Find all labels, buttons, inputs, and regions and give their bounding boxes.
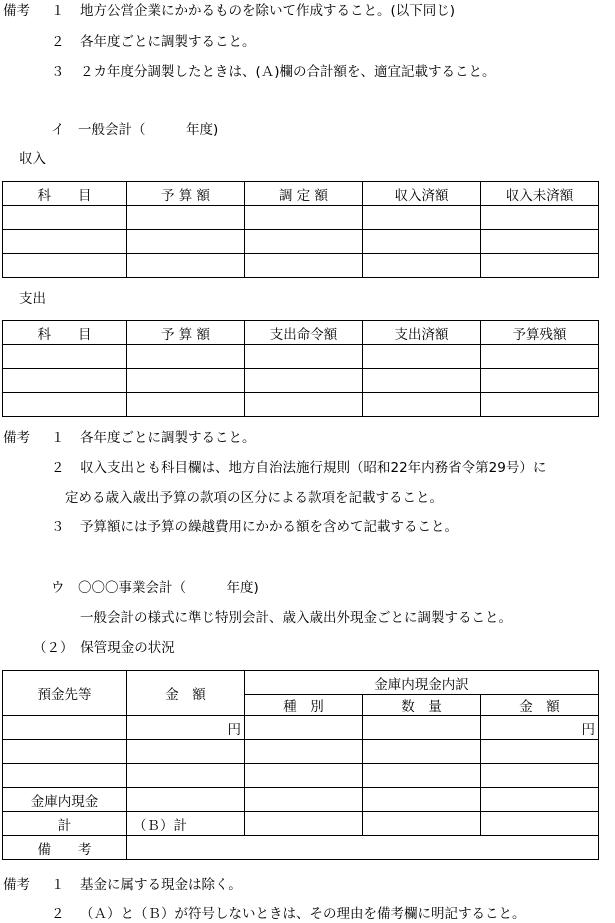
table-cell[interactable]: [481, 764, 599, 788]
table-cell[interactable]: [127, 206, 245, 230]
table-row: [3, 345, 599, 369]
note1-item3-num: ３: [51, 64, 65, 80]
table-cell[interactable]: [127, 230, 245, 254]
table-row: [3, 230, 599, 254]
table-cell[interactable]: [481, 788, 599, 812]
table-cell[interactable]: [363, 230, 481, 254]
table-row: [3, 254, 599, 278]
table-cell[interactable]: [245, 345, 363, 369]
table-cell[interactable]: [127, 764, 245, 788]
business-account-text: 一般会計の様式に準じ特別会計、歳入歳出外現金ごとに調製すること。: [80, 610, 512, 626]
table-cell[interactable]: [245, 393, 363, 417]
table-cell[interactable]: [3, 345, 127, 369]
header-amount: 金 額: [127, 671, 245, 716]
table-cell[interactable]: [245, 230, 363, 254]
expense-table: [2, 320, 599, 417]
note3-label: 備考: [3, 877, 30, 893]
expense-header-subject: 科 目: [3, 321, 127, 345]
table-cell[interactable]: [363, 254, 481, 278]
table-header-row: [3, 182, 599, 206]
note2-item2-num: ２: [51, 460, 65, 476]
note2-item2-continued: 定める歳入歳出予算の款項の区分による款項を記載すること。: [65, 490, 443, 506]
income-header-subject: 科 目: [3, 182, 127, 206]
cash-status-table: [2, 670, 599, 860]
note3-item1-text: 基金に属する現金は除く。: [80, 877, 242, 893]
table-cell[interactable]: [481, 393, 599, 417]
business-account-heading: ウ 〇〇〇事業会計（ 年度): [51, 580, 259, 596]
income-header-budget: 予 算 額: [127, 182, 245, 206]
income-header-unreceived: 収入未済額: [481, 182, 599, 206]
table-cell[interactable]: [481, 345, 599, 369]
table-cell[interactable]: [127, 740, 245, 764]
table-cell[interactable]: [481, 230, 599, 254]
table-cell[interactable]: [363, 716, 481, 740]
table-header-row: [3, 671, 599, 695]
table-cell[interactable]: [363, 812, 481, 836]
note3-item1-num: １: [51, 877, 65, 893]
table-cell[interactable]: [245, 254, 363, 278]
table-cell[interactable]: [3, 764, 127, 788]
note1-item2-num: ２: [51, 34, 65, 50]
table-cell[interactable]: [363, 393, 481, 417]
note2-label: 備考: [3, 430, 30, 446]
table-cell[interactable]: [245, 812, 363, 836]
table-cell[interactable]: [3, 369, 127, 393]
table-cell[interactable]: [363, 345, 481, 369]
general-account-heading: イ 一般会計（ 年度): [51, 122, 219, 138]
note1-item1-text: 地方公営企業にかかるものを除いて作成すること。(以下同じ): [80, 3, 456, 19]
table-cell[interactable]: [127, 393, 245, 417]
row-label-total: 計: [3, 812, 127, 836]
table-cell[interactable]: [3, 254, 127, 278]
header-deposit: 預金先等: [3, 671, 127, 716]
table-cell[interactable]: [245, 740, 363, 764]
note1-item1-num: １: [51, 3, 65, 19]
table-cell[interactable]: [245, 716, 363, 740]
table-header-row: [3, 321, 599, 345]
yen-unit: 円: [127, 716, 245, 740]
table-cell[interactable]: [127, 345, 245, 369]
note2-item3-text: 予算額には予算の繰越費用にかかる額を含めて記載すること。: [80, 519, 458, 535]
table-cell[interactable]: [363, 740, 481, 764]
table-cell[interactable]: [363, 788, 481, 812]
expense-header-remaining: 予算残額: [481, 321, 599, 345]
table-cell[interactable]: [245, 206, 363, 230]
table-row: [3, 740, 599, 764]
table-cell[interactable]: [481, 369, 599, 393]
expense-header-paid: 支出済額: [363, 321, 481, 345]
note1-label: 備考: [3, 3, 30, 19]
table-cell[interactable]: [363, 764, 481, 788]
expense-label: 支出: [19, 291, 46, 307]
table-cell[interactable]: [245, 369, 363, 393]
table-cell[interactable]: [3, 230, 127, 254]
total-b-label: （Ｂ）計: [127, 812, 245, 836]
row-label-remarks: 備 考: [3, 836, 127, 860]
table-row: [3, 812, 599, 836]
remarks-cell[interactable]: [127, 836, 599, 860]
income-label: 収入: [19, 151, 46, 167]
expense-header-order: 支出命令額: [245, 321, 363, 345]
table-cell[interactable]: [481, 206, 599, 230]
note3-item2-num: ２: [51, 906, 65, 922]
table-cell[interactable]: [481, 740, 599, 764]
note2-item2-text: 収入支出とも科目欄は、地方自治法施行規則（昭和22年内務省令第29号）に: [80, 460, 547, 476]
table-cell[interactable]: [481, 812, 599, 836]
table-row: [3, 716, 599, 740]
table-row: [3, 836, 599, 860]
table-cell[interactable]: [363, 369, 481, 393]
income-header-assessed: 調 定 額: [245, 182, 363, 206]
table-cell[interactable]: [3, 393, 127, 417]
income-table: [2, 181, 599, 278]
table-row: [3, 369, 599, 393]
income-header-received: 収入済額: [363, 182, 481, 206]
table-cell[interactable]: [245, 764, 363, 788]
note2-item1-text: 各年度ごとに調製すること。: [80, 430, 256, 446]
table-cell[interactable]: [363, 206, 481, 230]
table-row: [3, 393, 599, 417]
note1-item3-text: ２カ年度分調製したときは、(Ａ)欄の合計額を、適宜記載すること。: [80, 64, 496, 80]
expense-header-budget: 予 算 額: [127, 321, 245, 345]
cash-status-heading: （２） 保管現金の状況: [33, 640, 175, 656]
note2-item3-num: ３: [51, 519, 65, 535]
note1-item2-text: 各年度ごとに調製すること。: [80, 34, 256, 50]
header-vault-breakdown: 金庫内現金内訳: [245, 671, 599, 695]
header-quantity: 数 量: [363, 695, 481, 716]
table-cell[interactable]: [3, 716, 127, 740]
table-row: [3, 788, 599, 812]
table-cell[interactable]: [3, 206, 127, 230]
table-cell[interactable]: [481, 254, 599, 278]
row-label-vault-cash: 金庫内現金: [3, 788, 127, 812]
table-cell[interactable]: [127, 788, 245, 812]
table-cell[interactable]: [245, 788, 363, 812]
table-cell[interactable]: [127, 254, 245, 278]
note3-item2-text: （Ａ）と（Ｂ）が符号しないときは、その理由を備考欄に明記すること。: [80, 906, 526, 922]
table-cell[interactable]: [127, 369, 245, 393]
table-row: [3, 764, 599, 788]
table-row: [3, 206, 599, 230]
note2-item1-num: １: [51, 430, 65, 446]
header-type: 種 別: [245, 695, 363, 716]
yen-unit: 円: [481, 716, 599, 740]
header-vault-amount: 金 額: [481, 695, 599, 716]
table-cell[interactable]: [3, 740, 127, 764]
